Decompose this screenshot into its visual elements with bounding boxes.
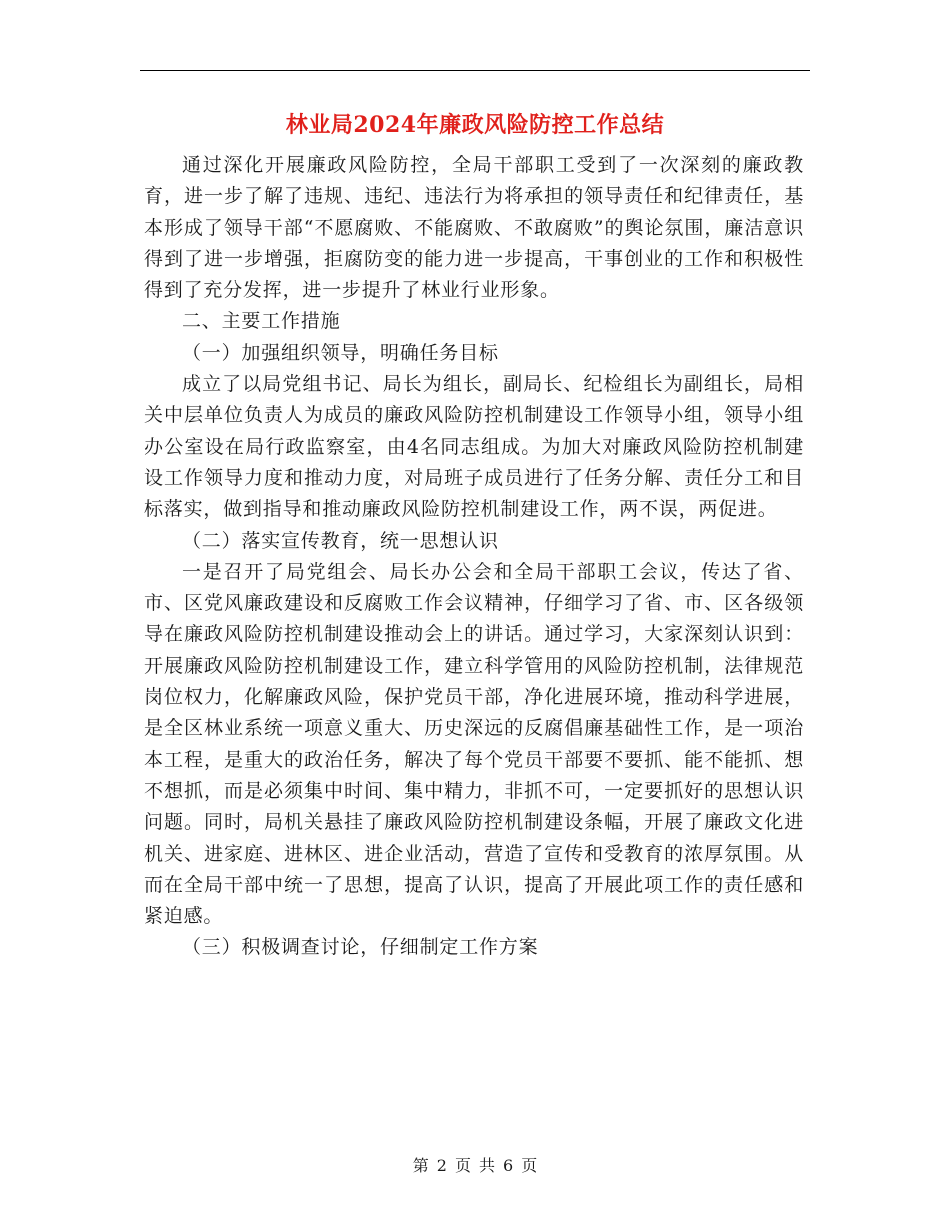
footer-total-word: 共 xyxy=(479,1156,496,1175)
paragraph-education: 一是召开了局党组会、局长办公会和全局干部职工会议，传达了省、市、区党风廉政建设和反腐败工作会议精神，仔细学习了省、市、区各级领导在廉政风险防控机制建设推动会上的讲话。通过学习，大家深刻认识到：开展廉政风险防控机制建设工作，建立科学管用的风险防控机制，法律规范岗位权力，化解廉政风险，保护党员干部，净化进展环境，推动科学进展，是全区林业系统一项意义重大、历史深远的反腐倡廉基础性工作，是一项治本工程，是重大的政治任务，解决了每个党员干部要不要抓、能不能抓、想不想抓，而是必须集中时间、集中精力，非抓不可，一定要抓好的思想认识问题。同时，局机关悬挂了廉政风险防控机制建设条幅，开展了廉政文化进机关、进家庭、进林区、进企业活动，营造了宣传和受教育的浓厚氛围。从而在全局干部中统一了思想，提高了认识，提高了开展此项工作的责任感和紧迫感。 xyxy=(144,560,804,928)
header-rule xyxy=(140,70,810,71)
footer-suffix: 页 xyxy=(521,1156,538,1175)
document-title: 林业局2024年廉政风险防控工作总结 xyxy=(285,112,665,138)
paragraph-organization: 成立了以局党组书记、局长为组长，副局长、纪检组长为副组长，局相关中层单位负责人为成员的廉政风险防控机制建设工作领导小组，领导小组办公室设在局行政监察室，由4名同志组成。为加大对廉政风险防控机制建设工作领导力度和推动力度，对局班子成员进行了任务分解、责任分工和目标落实，做到指导和推动廉政风险防控机制建设工作，两不误，两促进。 xyxy=(144,373,804,521)
footer-page-word: 页 xyxy=(454,1156,471,1175)
document-body xyxy=(144,150,804,964)
page-footer xyxy=(0,1153,950,1176)
subsection-heading-1: （一）加强组织领导，明确任务目标 xyxy=(182,341,499,364)
section-heading: 二、主要工作措施 xyxy=(182,310,341,333)
footer-current-page: 2 xyxy=(436,1156,447,1175)
footer-total-pages: 6 xyxy=(503,1156,514,1175)
subsection-heading-2: （二）落实宣传教育，统一思想认识 xyxy=(182,529,499,552)
footer-prefix: 第 xyxy=(412,1156,429,1175)
subsection-heading-3: （三）积极调查讨论，仔细制定工作方案 xyxy=(182,936,539,959)
paragraph-intro: 通过深化开展廉政风险防控，全局干部职工受到了一次深刻的廉政教育，进一步了解了违规、违纪、违法行为将承担的领导责任和纪律责任，基本形成了领导干部“不愿腐败、不能腐败、不敢腐败”的舆论氛围，廉洁意识得到了进一步增强，拒腐防变的能力进一步提高，干事创业的工作和积极性得到了充分发挥，进一步提升了林业行业形象。 xyxy=(144,154,804,302)
